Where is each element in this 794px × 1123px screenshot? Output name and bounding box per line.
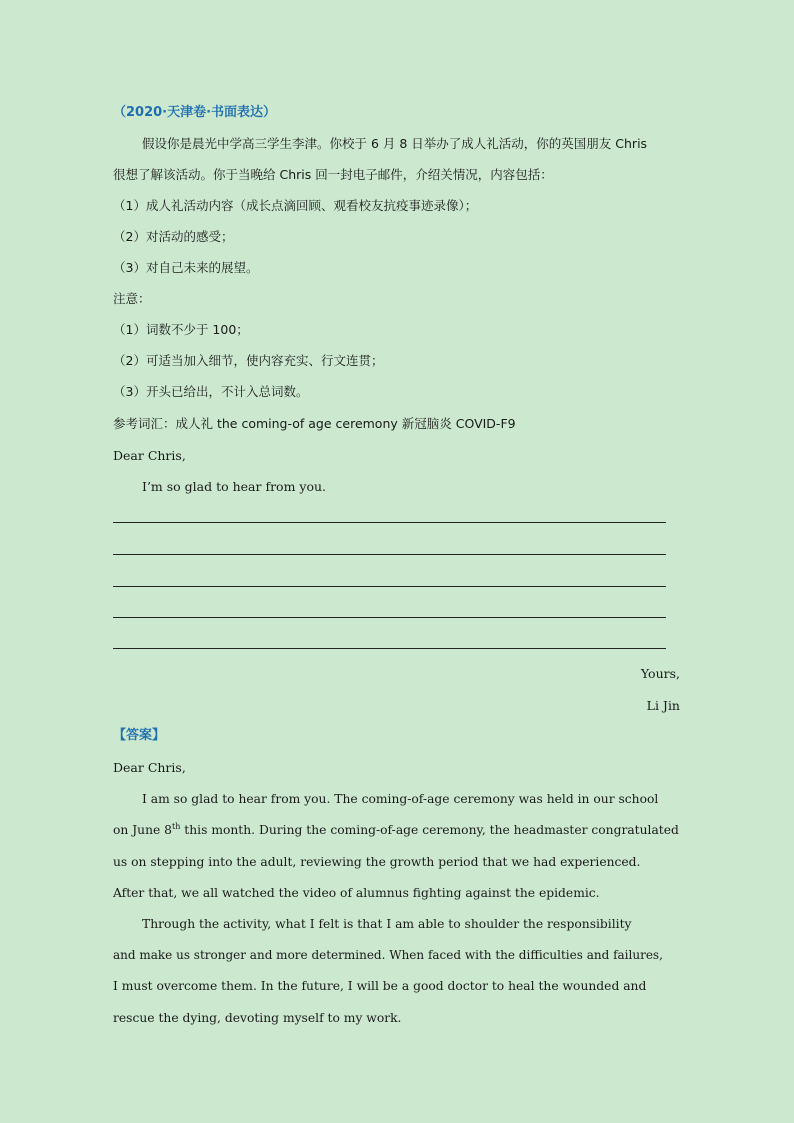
prompt-line-1: 假设你是晨光中学高三学生李津。你校于 6 月 8 日举办了成人礼活动，你的英国朋友 Chris <box>142 136 648 151</box>
writing-blank-line <box>113 522 666 523</box>
writing-blank-line <box>113 617 666 618</box>
writing-blank-line <box>113 648 666 649</box>
note-1: （1）词数不少于 100； <box>113 322 249 337</box>
writing-blank-line <box>113 586 666 587</box>
notes-label: 注意： <box>113 291 151 306</box>
content-point-1: （1）成人礼活动内容（成长点滴回顾、观看校友抗疫事迹录像）； <box>113 198 478 213</box>
note-2: （2）可适当加入细节，使内容充实、行文连贯； <box>113 353 384 368</box>
letter-signature: Li Jin <box>646 698 680 713</box>
prompt-line-2: 很想了解该活动。你于当晚给 Chris 回一封电子邮件，介绍关情况，内容包括： <box>113 167 553 182</box>
question-source: （2020·天津卷·书面表达） <box>113 105 277 120</box>
answer-p2-line-3: I must overcome them. In the future, I will be a good doctor to heal the wounded and <box>113 979 647 993</box>
content-point-2: （2）对活动的感受； <box>113 229 234 244</box>
answer-text: this month. During the coming-of-age ceremony, the headmaster congratulated <box>180 823 679 837</box>
content-point-3: （3）对自己未来的展望。 <box>113 260 259 275</box>
answer-p1-line-2 <box>113 822 680 838</box>
answer-p1-line-4: After that, we all watched the video of alumnus fighting against the epidemic. <box>113 886 600 900</box>
answer-p1-line-1: I am so glad to hear from you. The coming-of-age ceremony was held in our school <box>142 792 659 806</box>
reference-vocabulary: 参考词汇：成人礼 the coming-of age ceremony 新冠脑炎 COVID-F9 <box>113 416 516 431</box>
answer-p2-line-4: rescue the dying, devoting myself to my work. <box>113 1011 402 1025</box>
answer-p1-line-3: us on stepping into the adult, reviewing the growth period that we had experienced. <box>113 855 641 869</box>
letter-closing: Yours, <box>640 666 680 681</box>
answer-tag: 【答案】 <box>113 728 166 743</box>
answer-greeting: Dear Chris, <box>113 760 186 775</box>
answer-text: on June 8 <box>113 823 173 837</box>
ordinal-suffix: th <box>172 822 181 831</box>
note-3: （3）开头已给出，不计入总词数。 <box>113 384 309 399</box>
answer-p2-line-1: Through the activity, what I felt is that I am able to shoulder the responsibility <box>142 917 632 931</box>
letter-greeting: Dear Chris, <box>113 448 186 463</box>
writing-blank-line <box>113 554 666 555</box>
answer-p2-line-2: and make us stronger and more determined. When faced with the difficulties and failures, <box>113 948 663 962</box>
letter-opening: I’m so glad to hear from you. <box>142 479 327 494</box>
